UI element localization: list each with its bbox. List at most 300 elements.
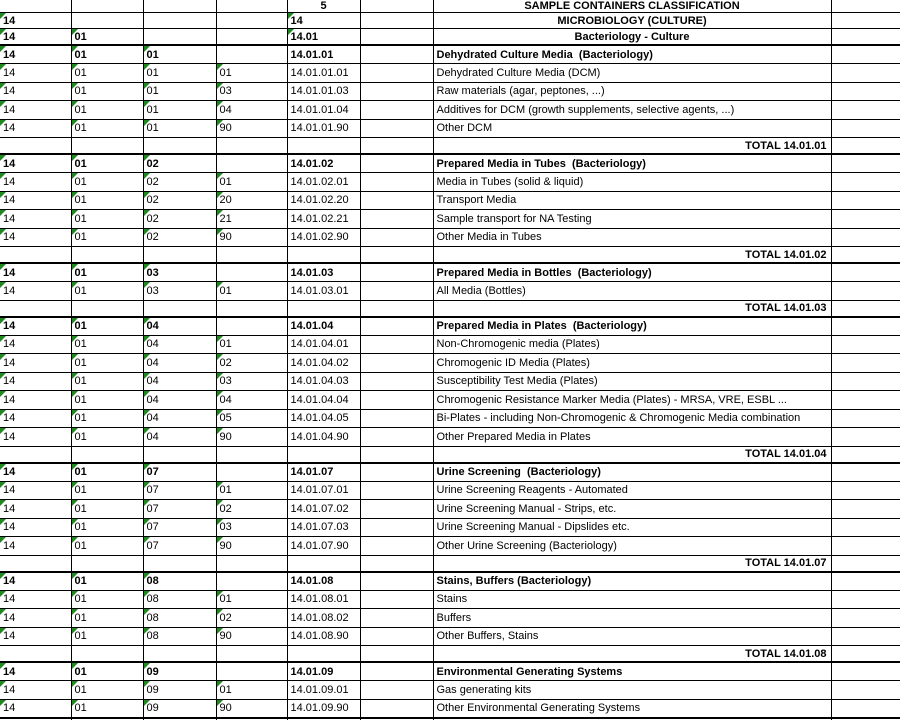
col2-cell[interactable] xyxy=(71,646,143,663)
description-cell[interactable] xyxy=(433,228,831,247)
col4-cell[interactable] xyxy=(216,446,287,463)
col2-cell[interactable] xyxy=(71,138,143,155)
code-cell[interactable] xyxy=(287,372,360,391)
col3-cell[interactable] xyxy=(143,119,216,138)
col2-cell[interactable] xyxy=(71,45,143,64)
col4-cell[interactable] xyxy=(216,627,287,646)
col4-cell[interactable] xyxy=(216,191,287,210)
right-margin-cell[interactable] xyxy=(831,228,900,247)
col4-cell[interactable] xyxy=(216,0,287,13)
col2-cell[interactable] xyxy=(71,662,143,681)
col1-cell[interactable] xyxy=(0,627,71,646)
col4-cell[interactable] xyxy=(216,409,287,428)
description-cell[interactable] xyxy=(433,210,831,229)
spare-cell[interactable] xyxy=(360,555,433,572)
col3-cell[interactable] xyxy=(143,45,216,64)
col1-cell[interactable] xyxy=(0,191,71,210)
description-cell[interactable] xyxy=(433,518,831,537)
spare-cell[interactable] xyxy=(360,662,433,681)
col2-cell[interactable] xyxy=(71,64,143,83)
right-margin-cell[interactable] xyxy=(831,428,900,447)
description-cell[interactable] xyxy=(433,409,831,428)
spare-cell[interactable] xyxy=(360,500,433,519)
description-cell[interactable] xyxy=(433,681,831,700)
col2-cell[interactable] xyxy=(71,29,143,46)
col4-cell[interactable] xyxy=(216,572,287,591)
col2-cell[interactable] xyxy=(71,481,143,500)
description-cell[interactable] xyxy=(433,13,831,29)
description-cell[interactable] xyxy=(433,372,831,391)
col3-cell[interactable] xyxy=(143,372,216,391)
col1-cell[interactable] xyxy=(0,409,71,428)
description-cell[interactable] xyxy=(433,263,831,282)
spare-cell[interactable] xyxy=(360,263,433,282)
description-cell[interactable] xyxy=(433,45,831,64)
spare-cell[interactable] xyxy=(360,317,433,336)
right-margin-cell[interactable] xyxy=(831,555,900,572)
spare-cell[interactable] xyxy=(360,154,433,173)
col1-cell[interactable] xyxy=(0,101,71,120)
description-cell[interactable] xyxy=(433,154,831,173)
code-cell[interactable] xyxy=(287,409,360,428)
code-cell[interactable] xyxy=(287,391,360,410)
col4-cell[interactable] xyxy=(216,101,287,120)
col3-cell[interactable] xyxy=(143,681,216,700)
col3-cell[interactable] xyxy=(143,463,216,482)
col1-cell[interactable] xyxy=(0,646,71,663)
right-margin-cell[interactable] xyxy=(831,409,900,428)
col4-cell[interactable] xyxy=(216,64,287,83)
right-margin-cell[interactable] xyxy=(831,699,900,718)
description-cell[interactable] xyxy=(433,555,831,572)
right-margin-cell[interactable] xyxy=(831,609,900,628)
right-margin-cell[interactable] xyxy=(831,463,900,482)
code-cell[interactable] xyxy=(287,154,360,173)
col3-cell[interactable] xyxy=(143,572,216,591)
col3-cell[interactable] xyxy=(143,409,216,428)
col4-cell[interactable] xyxy=(216,13,287,29)
right-margin-cell[interactable] xyxy=(831,45,900,64)
col2-cell[interactable] xyxy=(71,537,143,556)
col3-cell[interactable] xyxy=(143,646,216,663)
col3-cell[interactable] xyxy=(143,518,216,537)
code-cell[interactable] xyxy=(287,354,360,373)
code-cell[interactable] xyxy=(287,335,360,354)
code-cell[interactable] xyxy=(287,247,360,264)
col2-cell[interactable] xyxy=(71,228,143,247)
col1-cell[interactable] xyxy=(0,428,71,447)
code-cell[interactable] xyxy=(287,627,360,646)
code-cell[interactable] xyxy=(287,101,360,120)
code-cell[interactable] xyxy=(287,263,360,282)
spare-cell[interactable] xyxy=(360,409,433,428)
description-cell[interactable] xyxy=(433,500,831,519)
col1-cell[interactable] xyxy=(0,699,71,718)
spare-cell[interactable] xyxy=(360,210,433,229)
col3-cell[interactable] xyxy=(143,228,216,247)
code-cell[interactable] xyxy=(287,590,360,609)
spare-cell[interactable] xyxy=(360,354,433,373)
spare-cell[interactable] xyxy=(360,428,433,447)
col3-cell[interactable] xyxy=(143,82,216,101)
description-cell[interactable] xyxy=(433,138,831,155)
right-margin-cell[interactable] xyxy=(831,0,900,13)
col3-cell[interactable] xyxy=(143,537,216,556)
col2-cell[interactable] xyxy=(71,173,143,192)
right-margin-cell[interactable] xyxy=(831,154,900,173)
right-margin-cell[interactable] xyxy=(831,590,900,609)
code-cell[interactable] xyxy=(287,646,360,663)
right-margin-cell[interactable] xyxy=(831,627,900,646)
col1-cell[interactable] xyxy=(0,537,71,556)
col1-cell[interactable] xyxy=(0,138,71,155)
spare-cell[interactable] xyxy=(360,247,433,264)
col4-cell[interactable] xyxy=(216,173,287,192)
col1-cell[interactable] xyxy=(0,210,71,229)
col1-cell[interactable] xyxy=(0,29,71,46)
col3-cell[interactable] xyxy=(143,29,216,46)
col2-cell[interactable] xyxy=(71,572,143,591)
col3-cell[interactable] xyxy=(143,428,216,447)
col3-cell[interactable] xyxy=(143,13,216,29)
right-margin-cell[interactable] xyxy=(831,391,900,410)
spare-cell[interactable] xyxy=(360,119,433,138)
right-margin-cell[interactable] xyxy=(831,572,900,591)
col2-cell[interactable] xyxy=(71,154,143,173)
code-cell[interactable] xyxy=(287,191,360,210)
col4-cell[interactable] xyxy=(216,282,287,301)
right-margin-cell[interactable] xyxy=(831,481,900,500)
col3-cell[interactable] xyxy=(143,300,216,317)
col2-cell[interactable] xyxy=(71,590,143,609)
description-cell[interactable] xyxy=(433,354,831,373)
col3-cell[interactable] xyxy=(143,555,216,572)
col1-cell[interactable] xyxy=(0,662,71,681)
code-cell[interactable] xyxy=(287,662,360,681)
col1-cell[interactable] xyxy=(0,572,71,591)
code-cell[interactable] xyxy=(287,228,360,247)
col1-cell[interactable] xyxy=(0,335,71,354)
spare-cell[interactable] xyxy=(360,446,433,463)
description-cell[interactable] xyxy=(433,537,831,556)
spare-cell[interactable] xyxy=(360,372,433,391)
right-margin-cell[interactable] xyxy=(831,173,900,192)
col2-cell[interactable] xyxy=(71,500,143,519)
code-cell[interactable] xyxy=(287,300,360,317)
col4-cell[interactable] xyxy=(216,699,287,718)
col4-cell[interactable] xyxy=(216,646,287,663)
col1-cell[interactable] xyxy=(0,82,71,101)
col2-cell[interactable] xyxy=(71,119,143,138)
code-cell[interactable] xyxy=(287,64,360,83)
col3-cell[interactable] xyxy=(143,0,216,13)
right-margin-cell[interactable] xyxy=(831,282,900,301)
col4-cell[interactable] xyxy=(216,82,287,101)
right-margin-cell[interactable] xyxy=(831,354,900,373)
col4-cell[interactable] xyxy=(216,154,287,173)
col4-cell[interactable] xyxy=(216,518,287,537)
right-margin-cell[interactable] xyxy=(831,82,900,101)
col1-cell[interactable] xyxy=(0,372,71,391)
spare-cell[interactable] xyxy=(360,590,433,609)
col2-cell[interactable] xyxy=(71,247,143,264)
code-cell[interactable] xyxy=(287,119,360,138)
right-margin-cell[interactable] xyxy=(831,537,900,556)
col3-cell[interactable] xyxy=(143,317,216,336)
col1-cell[interactable] xyxy=(0,13,71,29)
description-cell[interactable] xyxy=(433,173,831,192)
code-cell[interactable] xyxy=(287,500,360,519)
col1-cell[interactable] xyxy=(0,45,71,64)
spare-cell[interactable] xyxy=(360,463,433,482)
code-cell[interactable] xyxy=(287,609,360,628)
col2-cell[interactable] xyxy=(71,317,143,336)
col4-cell[interactable] xyxy=(216,263,287,282)
code-cell[interactable] xyxy=(287,481,360,500)
col2-cell[interactable] xyxy=(71,409,143,428)
col3-cell[interactable] xyxy=(143,263,216,282)
col1-cell[interactable] xyxy=(0,590,71,609)
code-cell[interactable] xyxy=(287,317,360,336)
col2-cell[interactable] xyxy=(71,335,143,354)
description-cell[interactable] xyxy=(433,29,831,46)
col4-cell[interactable] xyxy=(216,335,287,354)
col2-cell[interactable] xyxy=(71,210,143,229)
col4-cell[interactable] xyxy=(216,590,287,609)
description-cell[interactable] xyxy=(433,0,831,13)
col4-cell[interactable] xyxy=(216,29,287,46)
col1-cell[interactable] xyxy=(0,154,71,173)
col1-cell[interactable] xyxy=(0,481,71,500)
description-cell[interactable] xyxy=(433,609,831,628)
spare-cell[interactable] xyxy=(360,173,433,192)
col3-cell[interactable] xyxy=(143,627,216,646)
col1-cell[interactable] xyxy=(0,555,71,572)
col3-cell[interactable] xyxy=(143,282,216,301)
right-margin-cell[interactable] xyxy=(831,646,900,663)
code-cell[interactable] xyxy=(287,463,360,482)
spare-cell[interactable] xyxy=(360,282,433,301)
right-margin-cell[interactable] xyxy=(831,64,900,83)
spare-cell[interactable] xyxy=(360,64,433,83)
col3-cell[interactable] xyxy=(143,138,216,155)
right-margin-cell[interactable] xyxy=(831,247,900,264)
spare-cell[interactable] xyxy=(360,45,433,64)
col2-cell[interactable] xyxy=(71,101,143,120)
col4-cell[interactable] xyxy=(216,662,287,681)
col2-cell[interactable] xyxy=(71,354,143,373)
col3-cell[interactable] xyxy=(143,154,216,173)
col2-cell[interactable] xyxy=(71,699,143,718)
col2-cell[interactable] xyxy=(71,282,143,301)
description-cell[interactable] xyxy=(433,572,831,591)
right-margin-cell[interactable] xyxy=(831,138,900,155)
code-cell[interactable] xyxy=(287,518,360,537)
code-cell[interactable] xyxy=(287,681,360,700)
col1-cell[interactable] xyxy=(0,391,71,410)
col4-cell[interactable] xyxy=(216,372,287,391)
description-cell[interactable] xyxy=(433,391,831,410)
right-margin-cell[interactable] xyxy=(831,372,900,391)
col1-cell[interactable] xyxy=(0,518,71,537)
col1-cell[interactable] xyxy=(0,500,71,519)
col2-cell[interactable] xyxy=(71,0,143,13)
col3-cell[interactable] xyxy=(143,662,216,681)
spare-cell[interactable] xyxy=(360,609,433,628)
col2-cell[interactable] xyxy=(71,391,143,410)
col4-cell[interactable] xyxy=(216,463,287,482)
spare-cell[interactable] xyxy=(360,627,433,646)
spare-cell[interactable] xyxy=(360,335,433,354)
col4-cell[interactable] xyxy=(216,500,287,519)
code-cell[interactable] xyxy=(287,173,360,192)
col2-cell[interactable] xyxy=(71,555,143,572)
right-margin-cell[interactable] xyxy=(831,210,900,229)
col4-cell[interactable] xyxy=(216,300,287,317)
col2-cell[interactable] xyxy=(71,446,143,463)
description-cell[interactable] xyxy=(433,446,831,463)
col3-cell[interactable] xyxy=(143,590,216,609)
col2-cell[interactable] xyxy=(71,82,143,101)
col1-cell[interactable] xyxy=(0,64,71,83)
right-margin-cell[interactable] xyxy=(831,500,900,519)
code-cell[interactable] xyxy=(287,555,360,572)
col4-cell[interactable] xyxy=(216,609,287,628)
col4-cell[interactable] xyxy=(216,228,287,247)
col1-cell[interactable] xyxy=(0,247,71,264)
col1-cell[interactable] xyxy=(0,300,71,317)
description-cell[interactable] xyxy=(433,335,831,354)
col3-cell[interactable] xyxy=(143,210,216,229)
code-cell[interactable] xyxy=(287,446,360,463)
spare-cell[interactable] xyxy=(360,391,433,410)
description-cell[interactable] xyxy=(433,82,831,101)
right-margin-cell[interactable] xyxy=(831,119,900,138)
right-margin-cell[interactable] xyxy=(831,335,900,354)
right-margin-cell[interactable] xyxy=(831,101,900,120)
spare-cell[interactable] xyxy=(360,13,433,29)
description-cell[interactable] xyxy=(433,463,831,482)
right-margin-cell[interactable] xyxy=(831,518,900,537)
col1-cell[interactable] xyxy=(0,282,71,301)
spare-cell[interactable] xyxy=(360,101,433,120)
col4-cell[interactable] xyxy=(216,119,287,138)
right-margin-cell[interactable] xyxy=(831,29,900,46)
spare-cell[interactable] xyxy=(360,646,433,663)
right-margin-cell[interactable] xyxy=(831,13,900,29)
code-cell[interactable] xyxy=(287,138,360,155)
spare-cell[interactable] xyxy=(360,191,433,210)
col3-cell[interactable] xyxy=(143,101,216,120)
col4-cell[interactable] xyxy=(216,138,287,155)
right-margin-cell[interactable] xyxy=(831,662,900,681)
description-cell[interactable] xyxy=(433,101,831,120)
spare-cell[interactable] xyxy=(360,681,433,700)
right-margin-cell[interactable] xyxy=(831,300,900,317)
col4-cell[interactable] xyxy=(216,354,287,373)
col2-cell[interactable] xyxy=(71,609,143,628)
description-cell[interactable] xyxy=(433,428,831,447)
description-cell[interactable] xyxy=(433,191,831,210)
col4-cell[interactable] xyxy=(216,428,287,447)
col4-cell[interactable] xyxy=(216,317,287,336)
col1-cell[interactable] xyxy=(0,609,71,628)
spare-cell[interactable] xyxy=(360,138,433,155)
code-cell[interactable] xyxy=(287,0,360,13)
col1-cell[interactable] xyxy=(0,119,71,138)
col2-cell[interactable] xyxy=(71,300,143,317)
col2-cell[interactable] xyxy=(71,463,143,482)
code-cell[interactable] xyxy=(287,13,360,29)
col1-cell[interactable] xyxy=(0,463,71,482)
right-margin-cell[interactable] xyxy=(831,681,900,700)
col2-cell[interactable] xyxy=(71,13,143,29)
col3-cell[interactable] xyxy=(143,247,216,264)
spare-cell[interactable] xyxy=(360,228,433,247)
code-cell[interactable] xyxy=(287,537,360,556)
spare-cell[interactable] xyxy=(360,82,433,101)
col2-cell[interactable] xyxy=(71,263,143,282)
col4-cell[interactable] xyxy=(216,45,287,64)
col3-cell[interactable] xyxy=(143,446,216,463)
col2-cell[interactable] xyxy=(71,191,143,210)
col1-cell[interactable] xyxy=(0,317,71,336)
right-margin-cell[interactable] xyxy=(831,191,900,210)
col1-cell[interactable] xyxy=(0,173,71,192)
col1-cell[interactable] xyxy=(0,0,71,13)
col1-cell[interactable] xyxy=(0,354,71,373)
col1-cell[interactable] xyxy=(0,446,71,463)
col1-cell[interactable] xyxy=(0,681,71,700)
spare-cell[interactable] xyxy=(360,481,433,500)
col2-cell[interactable] xyxy=(71,627,143,646)
code-cell[interactable] xyxy=(287,699,360,718)
col4-cell[interactable] xyxy=(216,537,287,556)
description-cell[interactable] xyxy=(433,699,831,718)
col3-cell[interactable] xyxy=(143,481,216,500)
spare-cell[interactable] xyxy=(360,0,433,13)
col4-cell[interactable] xyxy=(216,391,287,410)
right-margin-cell[interactable] xyxy=(831,263,900,282)
spare-cell[interactable] xyxy=(360,537,433,556)
col2-cell[interactable] xyxy=(71,372,143,391)
description-cell[interactable] xyxy=(433,481,831,500)
col4-cell[interactable] xyxy=(216,555,287,572)
spare-cell[interactable] xyxy=(360,29,433,46)
description-cell[interactable] xyxy=(433,282,831,301)
code-cell[interactable] xyxy=(287,282,360,301)
code-cell[interactable] xyxy=(287,82,360,101)
code-cell[interactable] xyxy=(287,29,360,46)
col2-cell[interactable] xyxy=(71,428,143,447)
col4-cell[interactable] xyxy=(216,247,287,264)
description-cell[interactable] xyxy=(433,247,831,264)
code-cell[interactable] xyxy=(287,210,360,229)
code-cell[interactable] xyxy=(287,572,360,591)
description-cell[interactable] xyxy=(433,300,831,317)
spare-cell[interactable] xyxy=(360,699,433,718)
col3-cell[interactable] xyxy=(143,500,216,519)
code-cell[interactable] xyxy=(287,428,360,447)
col3-cell[interactable] xyxy=(143,191,216,210)
right-margin-cell[interactable] xyxy=(831,317,900,336)
description-cell[interactable] xyxy=(433,64,831,83)
description-cell[interactable] xyxy=(433,590,831,609)
col3-cell[interactable] xyxy=(143,64,216,83)
code-cell[interactable] xyxy=(287,45,360,64)
spare-cell[interactable] xyxy=(360,300,433,317)
description-cell[interactable] xyxy=(433,119,831,138)
